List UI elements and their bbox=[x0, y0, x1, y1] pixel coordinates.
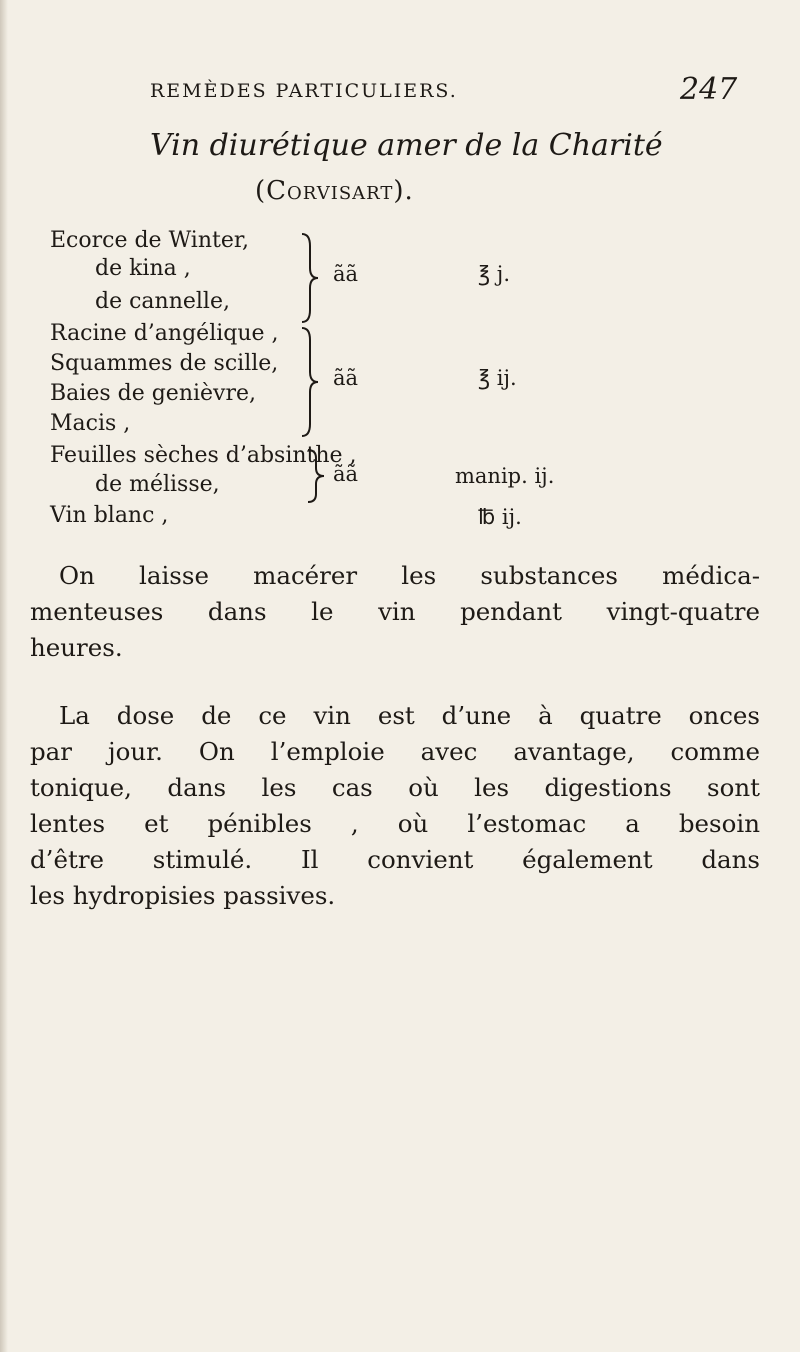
text-line: lentes et pénibles , où l’estomac a besoin bbox=[30, 809, 760, 838]
ingredient-line: Vin blanc , bbox=[50, 503, 169, 528]
ingredient-line: Macis , bbox=[50, 411, 131, 436]
text-line: On laisse macérer les substances médica- bbox=[59, 561, 760, 590]
ingredient-line: de mélisse, bbox=[95, 472, 220, 497]
page-number: 247 bbox=[680, 72, 738, 107]
dose-amount: ℔ ij. bbox=[478, 505, 522, 529]
ana-mark: ãã bbox=[333, 462, 359, 486]
paragraph bbox=[30, 698, 760, 914]
ingredient-line: de kina , bbox=[95, 256, 191, 281]
text-line: La dose de ce vin est d’une à quatre onces bbox=[59, 701, 760, 730]
text-line: tonique, dans les cas où les digestions sont bbox=[30, 773, 760, 802]
ingredient-line: Racine d’angélique , bbox=[50, 321, 279, 346]
dose-amount: ℥ ij. bbox=[478, 366, 517, 390]
text-line: les hydropisies passives. bbox=[30, 881, 336, 910]
ana-mark: ãã bbox=[333, 366, 359, 390]
text-line: par jour. On l’emploie avec avantage, comme bbox=[30, 737, 760, 766]
ana-mark: ãã bbox=[333, 262, 359, 286]
text-line: d’être stimulé. Il convient également dans bbox=[30, 845, 760, 874]
dose-amount: ℥ j. bbox=[478, 262, 510, 286]
ingredient-line: Ecorce de Winter, bbox=[50, 228, 249, 253]
text-line: heures. bbox=[30, 633, 123, 662]
ingredient-line: Baies de genièvre, bbox=[50, 381, 257, 406]
right-brace bbox=[300, 326, 320, 438]
right-brace bbox=[306, 448, 326, 504]
dose-amount: manip. ij. bbox=[455, 464, 555, 488]
right-brace bbox=[300, 232, 320, 324]
ingredient-line: Squammes de scille, bbox=[50, 351, 279, 376]
recipe-title: Vin diurétique amer de la Charité bbox=[150, 128, 663, 163]
ingredient-line: de cannelle, bbox=[95, 289, 230, 314]
text-line: menteuses dans le vin pendant vingt-quatre bbox=[30, 597, 760, 626]
paragraph bbox=[30, 558, 760, 666]
recipe-source: (Corvisart). bbox=[255, 176, 414, 206]
page-edge bbox=[0, 0, 8, 1352]
running-head: REMÈDES PARTICULIERS. bbox=[150, 80, 458, 102]
ingredient-line: Feuilles sèches d’absinthe , bbox=[50, 443, 357, 468]
